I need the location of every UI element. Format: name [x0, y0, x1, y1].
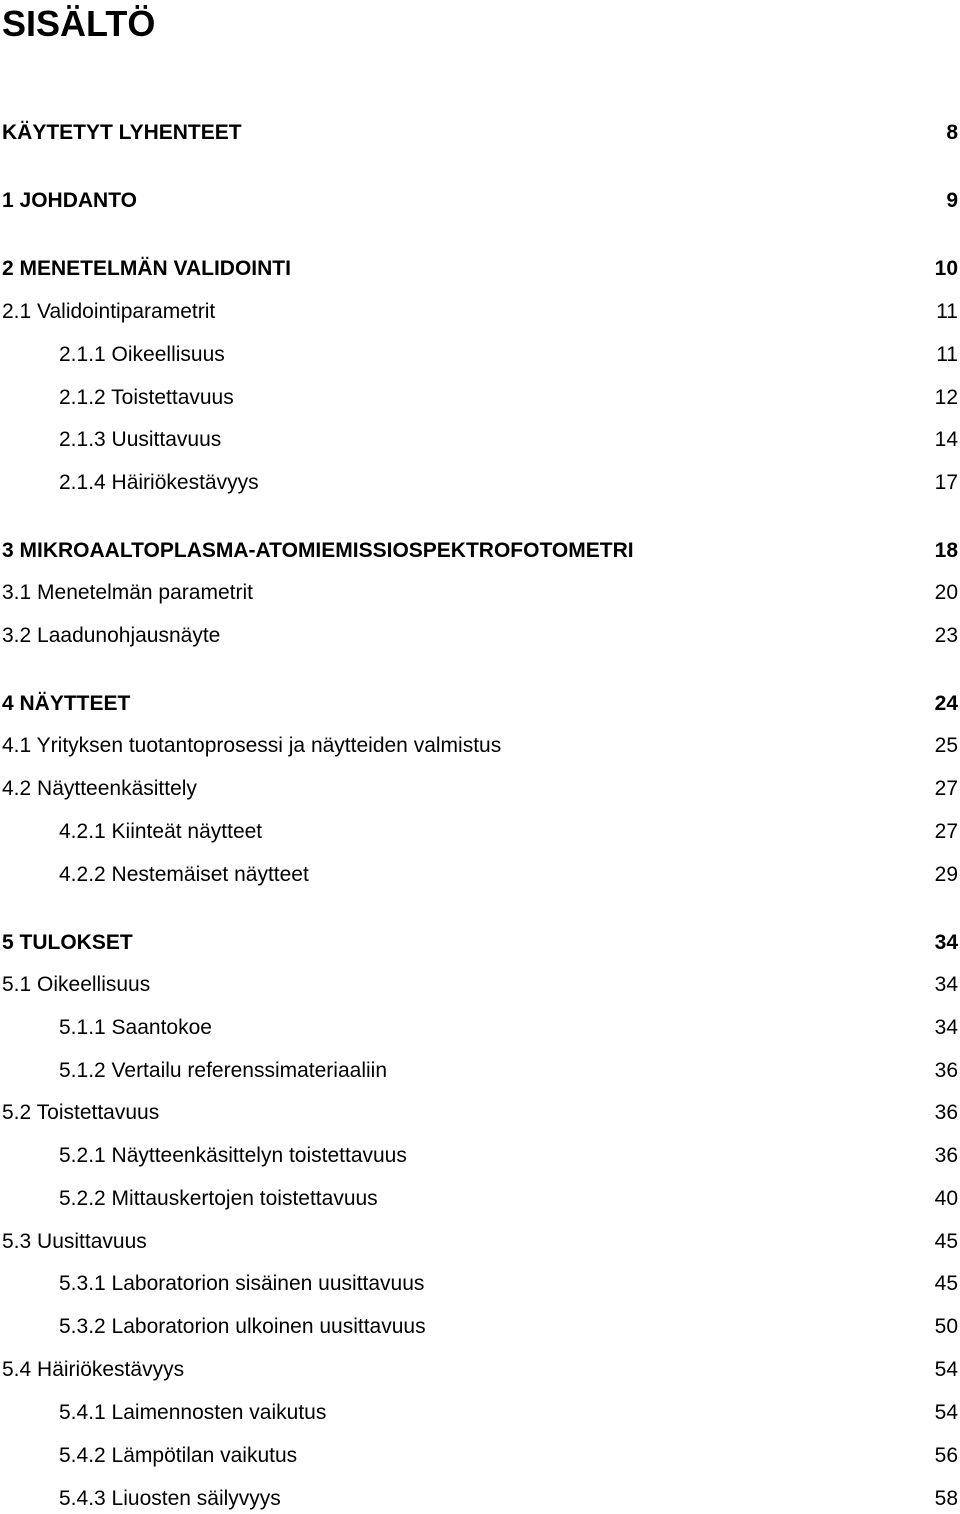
toc-entry [0, 578, 960, 608]
toc-entry-label: 5.1 Oikeellisuus [2, 973, 151, 996]
toc-entry [0, 1013, 960, 1043]
toc-entry [0, 425, 960, 455]
toc-entry [0, 621, 960, 651]
toc-entry-page-number: 29 [934, 863, 958, 886]
toc-entry [0, 1312, 960, 1342]
toc-entry-page-number: 54 [934, 1358, 958, 1381]
toc-entry [0, 774, 960, 804]
toc-entry [0, 1269, 960, 1299]
toc-entry-label: KÄYTETYT LYHENTEET [2, 121, 242, 144]
toc-entry-page-number: 45 [934, 1272, 958, 1295]
toc-entry-label: 4.1 Yrityksen tuotantoprosessi ja näytteiden valmistus [2, 734, 502, 757]
toc-entry-label: 5 TULOKSET [2, 931, 133, 954]
toc-entry [0, 468, 960, 498]
toc-entry-page-number: 20 [934, 581, 958, 604]
toc-entry-page-number: 36 [934, 1059, 958, 1082]
toc-entry-page-number: 45 [934, 1230, 958, 1253]
toc-entry-label: 4 NÄYTTEET [2, 692, 131, 715]
toc-entry [0, 297, 960, 327]
toc-entry [0, 1355, 960, 1385]
toc-entry [0, 970, 960, 1000]
toc-entry [0, 1141, 960, 1171]
toc-entry-page-number: 54 [934, 1401, 958, 1424]
toc-entry-label: 5.1.1 Saantokoe [59, 1016, 212, 1039]
toc-entry-label: 3.2 Laadunohjausnäyte [2, 624, 221, 647]
toc-entry-label: 5.4 Häiriökestävyys [2, 1358, 185, 1381]
toc-entry-label: 5.1.2 Vertailu referenssimateriaaliin [59, 1059, 388, 1082]
toc-entry [0, 731, 960, 761]
toc-entry-label: 2 MENETELMÄN VALIDOINTI [2, 257, 291, 280]
toc-entry-label: 4.2.2 Nestemäiset näytteet [59, 863, 309, 886]
toc-entry-page-number: 18 [934, 539, 958, 562]
toc-entry-label: 5.2 Toistettavuus [2, 1101, 160, 1124]
toc-entry-label: 2.1.3 Uusittavuus [59, 428, 222, 451]
page-title: SISÄLTÖ [2, 3, 156, 44]
toc-entry-page-number: 17 [934, 471, 958, 494]
toc-entry-page-number: 11 [936, 300, 958, 323]
toc-entry-label: 2.1.1 Oikeellisuus [59, 343, 225, 366]
toc-entry-label: 2.1.4 Häiriökestävyys [59, 471, 259, 494]
toc-entry-page-number: 36 [934, 1101, 958, 1124]
toc-entry-page-number: 23 [934, 624, 958, 647]
toc-entry-label: 2.1.2 Toistettavuus [59, 386, 234, 409]
toc-entry-label: 5.3.1 Laboratorion sisäinen uusittavuus [59, 1272, 425, 1295]
toc-entry [0, 1398, 960, 1428]
toc-entry [0, 817, 960, 847]
toc-entry-label: 5.3 Uusittavuus [2, 1230, 147, 1253]
toc-entry-page-number: 34 [934, 931, 958, 954]
toc-entry-label: 2.1 Validointiparametrit [2, 300, 216, 323]
toc-entry-label: 5.2.2 Mittauskertojen toistettavuus [59, 1187, 378, 1210]
toc-entry-page-number: 11 [936, 343, 958, 366]
toc-entry-page-number: 40 [934, 1187, 958, 1210]
toc-entry-page-number: 34 [934, 1016, 958, 1039]
toc-entry-page-number: 14 [934, 428, 958, 451]
toc-entry-page-number: 8 [946, 121, 958, 144]
toc-entry-label: 3.1 Menetelmän parametrit [2, 581, 253, 604]
toc-entry [0, 860, 960, 890]
toc-entry [0, 383, 960, 413]
toc-entry-page-number: 25 [934, 734, 958, 757]
toc-entry [0, 1441, 960, 1471]
toc-entry-page-number: 34 [934, 973, 958, 996]
toc-entry-page-number: 10 [934, 257, 958, 280]
toc-entry [0, 254, 960, 284]
toc-entry-page-number: 50 [934, 1315, 958, 1338]
toc-entry [0, 1184, 960, 1214]
toc-entry-page-number: 56 [934, 1444, 958, 1467]
toc-entry-page-number: 36 [934, 1144, 958, 1167]
toc-entry [0, 536, 960, 566]
toc-entry [0, 928, 960, 958]
toc-entry-page-number: 27 [934, 777, 958, 800]
toc-entry-label: 5.4.3 Liuosten säilyvyys [59, 1487, 281, 1510]
toc-entry [0, 340, 960, 370]
toc-entry [0, 186, 960, 216]
toc-entry-label: 4.2 Näytteenkäsittely [2, 777, 197, 800]
toc-entry [0, 1056, 960, 1086]
toc-entry-label: 5.3.2 Laboratorion ulkoinen uusittavuus [59, 1315, 426, 1338]
toc-entry-label: 5.4.2 Lämpötilan vaikutus [59, 1444, 298, 1467]
toc-entry [0, 1227, 960, 1257]
toc-entry [0, 118, 960, 148]
toc-entry-label: 3 MIKROAALTOPLASMA-ATOMIEMISSIOSPEKTROFOTOMETRI [2, 539, 634, 562]
toc-entry-label: 5.4.1 Laimennosten vaikutus [59, 1401, 327, 1424]
toc-entry-page-number: 9 [946, 189, 958, 212]
toc-entry-label: 4.2.1 Kiinteät näytteet [59, 820, 263, 843]
toc-entry-page-number: 12 [934, 386, 958, 409]
toc-entry [0, 1484, 960, 1514]
toc-entry-page-number: 24 [934, 692, 958, 715]
toc-entry-page-number: 58 [934, 1487, 958, 1510]
toc-entry-label: 1 JOHDANTO [2, 189, 137, 212]
toc-entry-label: 5.2.1 Näytteenkäsittelyn toistettavuus [59, 1144, 407, 1167]
toc-entry-page-number: 27 [934, 820, 958, 843]
toc-entry [0, 1098, 960, 1128]
toc-entry [0, 689, 960, 719]
